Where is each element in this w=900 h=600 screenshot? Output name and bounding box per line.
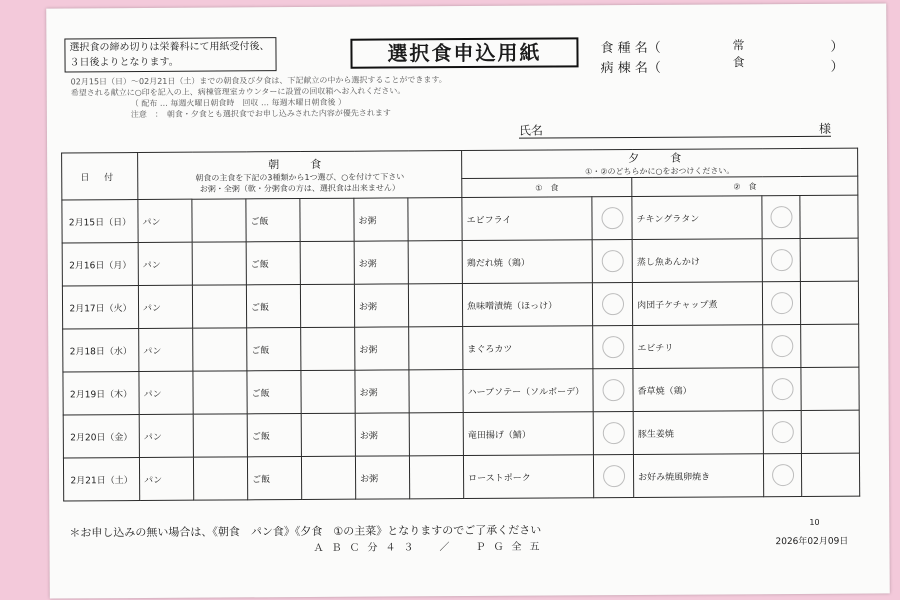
form-title: 選択食申込用紙 [350, 37, 578, 68]
printed-date: 2026年02月09日 [775, 536, 849, 548]
menu-row [62, 195, 858, 243]
selection-circle-icon[interactable] [602, 293, 624, 315]
ward-label: 病 棟 名（ [600, 60, 661, 77]
dinner-option-1[interactable]: まぐろカツ [463, 326, 593, 370]
dinner-option-2[interactable]: 香草焼（鶏） [633, 368, 763, 412]
menu-row [63, 324, 859, 372]
breakfast-porridge-option[interactable]: お粥 [354, 241, 408, 284]
patient-name-label: 氏名 [518, 123, 544, 138]
instruction-line-1: 02月15日（日）〜02月21日（土）までの朝食及び夕食は、下記献立の中から選択することができます。 [70, 75, 447, 87]
breakfast-bread-mark[interactable] [192, 242, 246, 285]
breakfast-porridge-option[interactable]: お粥 [355, 413, 409, 456]
breakfast-bread-option[interactable]: パン [139, 328, 193, 371]
breakfast-rice-option[interactable]: ご飯 [247, 371, 301, 414]
selection-circle-icon[interactable] [771, 335, 793, 357]
ward-field [600, 57, 844, 77]
row-date: 2月15日（日） [62, 200, 138, 243]
breakfast-rice-option[interactable]: ご飯 [246, 285, 300, 328]
dinner-option-1[interactable]: 竜田揚げ（鯖） [463, 412, 593, 456]
breakfast-bread-option[interactable]: パン [138, 285, 192, 328]
row-date: 2月20日（金） [63, 415, 139, 458]
menu-row [62, 281, 858, 329]
dinner-blank-cell [800, 281, 858, 324]
dinner-option-1[interactable]: ハーブソテー（ソルボーデ） [463, 369, 593, 413]
selection-circle-icon[interactable] [772, 464, 794, 486]
breakfast-bread-mark[interactable] [193, 457, 247, 500]
breakfast-porridge-option[interactable]: お粥 [354, 198, 408, 241]
row-date: 2月17日（火） [62, 286, 138, 329]
notice-line-2: ３日後よりとなります。 [69, 56, 179, 69]
breakfast-bread-option[interactable]: パン [139, 414, 193, 457]
breakfast-bread-mark[interactable] [193, 414, 247, 457]
row-date: 2月19日（木） [63, 372, 139, 415]
dinner-option-2-circle[interactable] [762, 281, 800, 324]
breakfast-rice-mark[interactable] [301, 413, 355, 456]
meal-type-label: 食 種 名（ [600, 40, 661, 57]
breakfast-porridge-mark[interactable] [409, 456, 463, 499]
selection-circle-icon[interactable] [771, 292, 793, 314]
dinner-blank-cell [802, 453, 860, 496]
dinner-blank-cell [800, 238, 858, 281]
breakfast-rice-mark[interactable] [300, 284, 354, 327]
breakfast-porridge-mark[interactable] [408, 284, 462, 327]
dinner-blank-cell [801, 410, 859, 453]
menu-selection-table [61, 148, 860, 502]
selection-circle-icon[interactable] [602, 379, 624, 401]
date-column-header: 日 付 [62, 153, 138, 200]
dinner-option-1-circle[interactable] [593, 325, 633, 368]
dinner-option-1[interactable]: 鶏だれ焼（鶏） [462, 240, 592, 284]
default-selection-note: ＊お申し込みの無い場合は、《朝食 パン食》《夕食 ①の主菜》となりますのでご了承ください [69, 523, 542, 540]
patient-name-suffix: 様 [818, 121, 831, 136]
dinner-option-2[interactable]: エビチリ [633, 325, 763, 369]
dinner-option-1-circle[interactable] [594, 454, 634, 497]
dinner-option-2-circle[interactable] [764, 453, 802, 496]
dinner-option-1[interactable]: ローストポーク [464, 455, 594, 499]
menu-row [62, 238, 858, 286]
breakfast-rice-option[interactable]: ご飯 [246, 242, 300, 285]
dinner-option-2-circle[interactable] [762, 238, 800, 281]
dinner-option-2[interactable]: 肉団子ケチャップ煮 [632, 282, 762, 326]
dinner-option-1[interactable]: 魚味噌漬焼（ほっけ） [462, 283, 592, 327]
instructions [71, 74, 511, 121]
breakfast-bread-mark[interactable] [193, 328, 247, 371]
instruction-line-2: 希望される献立に○印を記入の上、病棟管理室カウンターに設置の回収箱へお入れください。 [70, 86, 406, 98]
breakfast-porridge-mark[interactable] [409, 370, 463, 413]
selection-circle-icon[interactable] [603, 465, 625, 487]
dinner-option-2[interactable]: 蒸し魚あんかけ [632, 239, 762, 283]
selection-circle-icon[interactable] [602, 422, 624, 444]
ward-close-paren: ） [830, 59, 844, 75]
dinner-blank-cell [801, 367, 859, 410]
breakfast-bread-option[interactable]: パン [139, 371, 193, 414]
breakfast-bread-option[interactable]: パン [138, 242, 192, 285]
dinner-option-1-circle[interactable] [592, 282, 632, 325]
selection-circle-icon[interactable] [771, 378, 793, 400]
dinner-blank-cell [800, 195, 858, 238]
selection-circle-icon[interactable] [602, 336, 624, 358]
selection-circle-icon[interactable] [771, 421, 793, 443]
breakfast-bread-mark[interactable] [192, 199, 246, 242]
breakfast-title: 朝 食 [268, 157, 332, 172]
row-date: 2月16日（月） [62, 243, 138, 286]
breakfast-note-1: 朝食の主食を下記の3種類から1つ選び、○を付けて下さい [195, 172, 405, 183]
breakfast-rice-mark[interactable] [301, 327, 355, 370]
menu-row [63, 410, 859, 458]
row-date: 2月21日（土） [63, 458, 139, 501]
deadline-notice [64, 37, 276, 72]
dinner-option-2-circle[interactable] [763, 367, 801, 410]
breakfast-rice-mark[interactable] [301, 370, 355, 413]
dinner-option-2-circle[interactable] [763, 410, 801, 453]
menu-row [63, 367, 859, 415]
dinner-option-2[interactable]: お好み焼風卵焼き [634, 454, 764, 498]
selection-circle-icon[interactable] [770, 206, 792, 228]
breakfast-rice-mark[interactable] [300, 198, 354, 241]
selection-circle-icon[interactable] [770, 249, 792, 271]
breakfast-note-2: お粥・全粥（軟・分粥食の方は、選択食は出来ません） [199, 183, 400, 194]
dinner-option-2[interactable]: 豚生姜焼 [633, 411, 763, 455]
dinner-blank-cell [801, 324, 859, 367]
meal-type-value: 常食 [732, 38, 745, 70]
dinner-title: 夕 食 [628, 151, 692, 166]
dinner-option-1-circle[interactable] [592, 196, 632, 239]
breakfast-porridge-mark[interactable] [408, 241, 462, 284]
dinner-option-1[interactable]: エビフライ [462, 197, 592, 241]
breakfast-porridge-option[interactable]: お粥 [355, 456, 409, 499]
breakfast-porridge-option[interactable]: お粥 [354, 284, 408, 327]
menu-row [63, 453, 859, 501]
dinner-option-2-header: ② 食 [632, 176, 858, 196]
dinner-option-1-header: ① 食 [462, 177, 632, 197]
order-form-sheet [46, 3, 890, 598]
breakfast-rice-option[interactable]: ご飯 [247, 328, 301, 371]
dinner-option-2-circle[interactable] [763, 324, 801, 367]
instruction-line-3: （ 配布 … 毎週火曜日朝食時 回収 … 毎週木曜日朝食後 ） [130, 97, 347, 109]
patient-name-field[interactable] [519, 120, 831, 139]
dinner-header [462, 148, 858, 178]
breakfast-porridge-mark[interactable] [409, 327, 463, 370]
breakfast-bread-mark[interactable] [193, 371, 247, 414]
breakfast-rice-mark[interactable] [301, 456, 355, 499]
breakfast-rice-option[interactable]: ご飯 [247, 414, 301, 457]
form-code: ＡＢＣ分４３ ／ ＰＧ全五 [313, 541, 548, 554]
selection-circle-icon[interactable] [601, 250, 623, 272]
breakfast-bread-option[interactable]: パン [138, 199, 192, 242]
breakfast-bread-option[interactable]: パン [139, 457, 193, 500]
dinner-option-1-circle[interactable] [593, 411, 633, 454]
breakfast-bread-mark[interactable] [192, 285, 246, 328]
dinner-option-1-circle[interactable] [592, 239, 632, 282]
dinner-option-2-circle[interactable] [762, 195, 800, 238]
page-number: 10 [809, 517, 820, 527]
dinner-option-2[interactable]: チキングラタン [632, 196, 762, 240]
breakfast-porridge-option[interactable]: お粥 [355, 370, 409, 413]
breakfast-porridge-mark[interactable] [408, 198, 462, 241]
breakfast-rice-option[interactable]: ご飯 [247, 457, 301, 500]
dinner-note: ①・②のどちらかに○をおつけください。 [585, 166, 735, 177]
row-date: 2月18日（水） [63, 329, 139, 372]
dinner-option-1-circle[interactable] [593, 368, 633, 411]
breakfast-rice-option[interactable]: ご飯 [246, 199, 300, 242]
breakfast-porridge-mark[interactable] [409, 413, 463, 456]
notice-line-1: 選択食の締め切りは栄養科にて用紙受付後、 [69, 41, 270, 54]
instruction-line-4: 注意 ： 朝食・夕食とも選択食でお申し込みされた内容が優先されます [130, 108, 391, 120]
breakfast-porridge-option[interactable]: お粥 [355, 327, 409, 370]
breakfast-rice-mark[interactable] [300, 241, 354, 284]
breakfast-header [138, 151, 462, 200]
meal-type-close-paren: ） [830, 39, 844, 55]
selection-circle-icon[interactable] [601, 207, 623, 229]
